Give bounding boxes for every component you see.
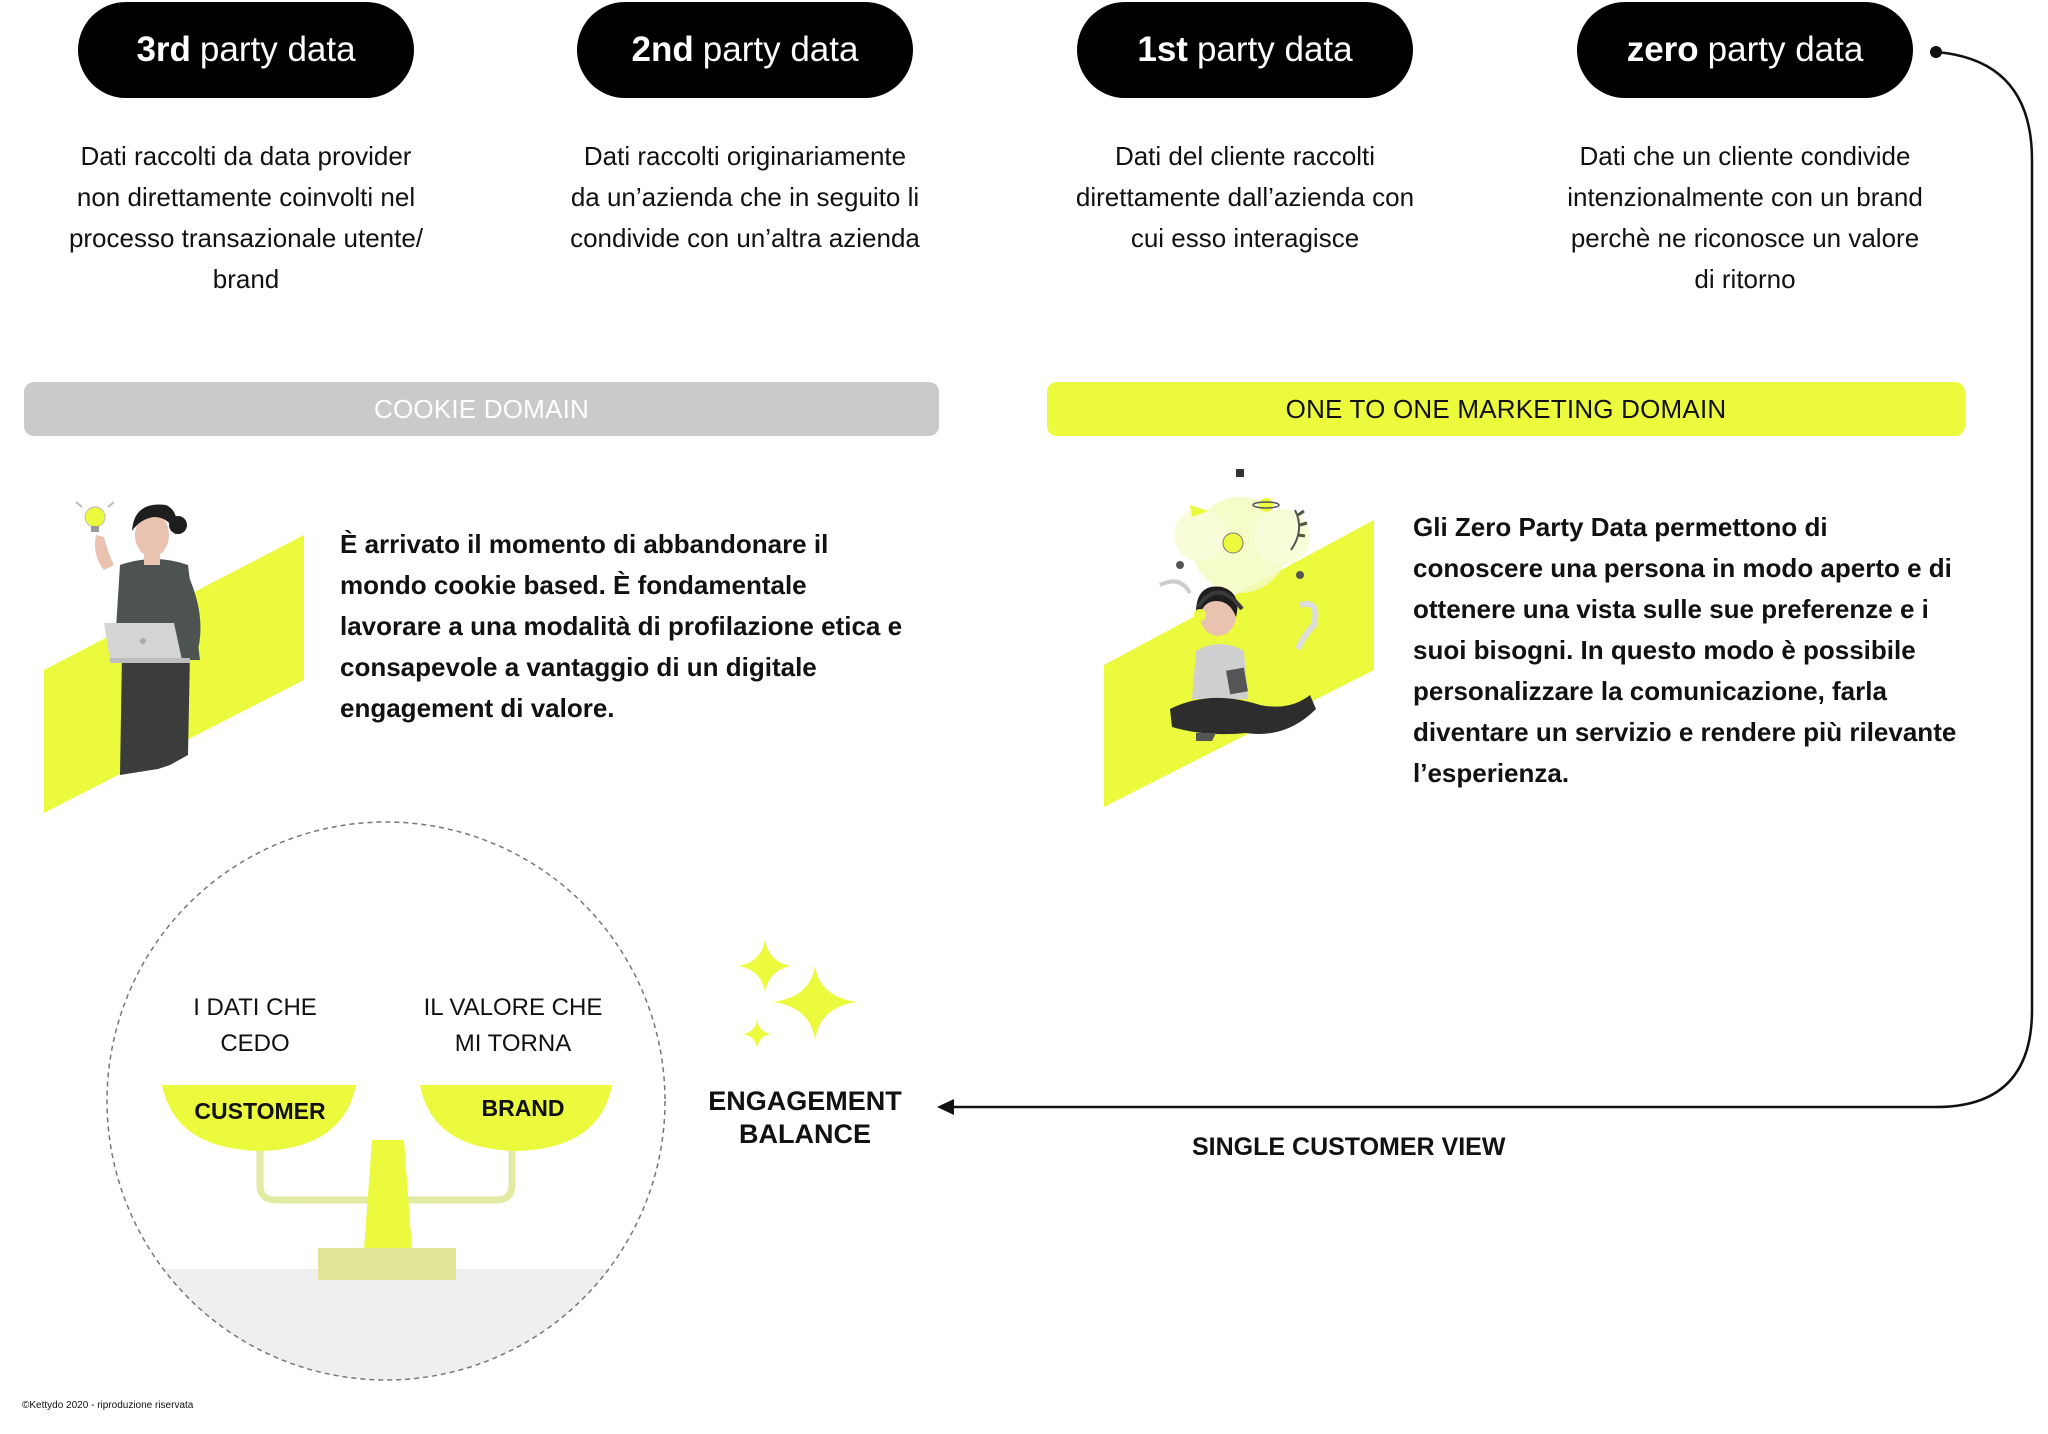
left-pan-caption	[145, 990, 365, 1062]
label-line: ENGAGEMENT	[708, 1086, 902, 1116]
paragraph-line: personalizzare la comunicazione, farla	[1413, 676, 1887, 706]
pill-bold: 2nd	[631, 30, 694, 69]
paragraph-line: l’esperienza.	[1413, 758, 1570, 788]
paragraph-line: diventare un servizio e rendere più rilevante	[1413, 717, 1957, 747]
paragraph-line: È arrivato il momento di abbandonare il	[340, 529, 829, 559]
caption-line: MI TORNA	[454, 1030, 572, 1057]
one-to-one-domain-label: ONE TO ONE MARKETING DOMAIN	[1285, 393, 1727, 424]
sparkle-icon	[735, 940, 865, 1055]
paragraph-line: conoscere una persona in modo aperto e di	[1413, 553, 1952, 583]
paragraph-line: Gli Zero Party Data permettono di	[1413, 512, 1828, 542]
copyright-notice: ©Kettydo 2020 - riproduzione riservata	[22, 1400, 194, 1411]
desc-line: processo transazionale utente/	[68, 223, 424, 253]
desc-line: direttamente dall’azienda con	[1075, 182, 1415, 212]
pill-rest: party data	[702, 30, 859, 69]
desc-line: Dati raccolti originariamente	[583, 141, 907, 171]
desc-line: intenzionalmente con un brand	[1567, 182, 1923, 212]
pill-bold: 1st	[1137, 30, 1188, 69]
desc-line: perchè ne riconosce un valore	[1570, 223, 1920, 253]
brand-pan-label: BRAND	[481, 1095, 565, 1121]
paragraph-line: suoi bisogni. In questo modo è possibile	[1413, 635, 1916, 665]
desc-line: cui esso interagisce	[1130, 223, 1360, 253]
engagement-balance-label	[705, 1085, 905, 1151]
label-line: BALANCE	[739, 1119, 871, 1149]
pill-bold: 3rd	[136, 30, 191, 69]
desc-line: non direttamente coinvolti nel	[76, 182, 416, 212]
paragraph-line: lavorare a una modalità di profilazione etica e	[340, 611, 903, 641]
caption-line: I DATI CHE	[193, 994, 317, 1021]
paragraph-line: ottenere una vista sulle sue preferenze e i	[1413, 594, 1929, 624]
desc-line: condivide con un’altra azienda	[570, 223, 920, 253]
single-customer-view-label: SINGLE CUSTOMER VIEW	[1192, 1133, 1506, 1161]
desc-line: da un’azienda che in seguito li	[570, 182, 920, 212]
cookie-domain-label: COOKIE DOMAIN	[374, 393, 589, 424]
desc-line: Dati raccolti da data provider	[80, 141, 412, 171]
pill-bold: zero	[1626, 30, 1699, 69]
right-pan-caption	[403, 990, 623, 1062]
caption-line: IL VALORE CHE	[423, 994, 603, 1021]
pill-rest: party data	[199, 30, 356, 69]
customer-pan-label: CUSTOMER	[194, 1098, 326, 1124]
pill-rest: party data	[1707, 30, 1864, 69]
desc-line: brand	[212, 264, 280, 294]
paragraph-line: mondo cookie based. È fondamentale	[340, 570, 807, 600]
caption-line: CEDO	[220, 1030, 290, 1057]
desc-line: di ritorno	[1694, 264, 1796, 294]
desc-line: Dati che un cliente condivide	[1579, 141, 1911, 171]
paragraph-line: engagement di valore.	[340, 693, 615, 723]
paragraph-line: consapevole a vantaggio di un digitale	[340, 652, 817, 682]
pill-rest: party data	[1196, 30, 1353, 69]
desc-line: Dati del cliente raccolti	[1114, 141, 1376, 171]
